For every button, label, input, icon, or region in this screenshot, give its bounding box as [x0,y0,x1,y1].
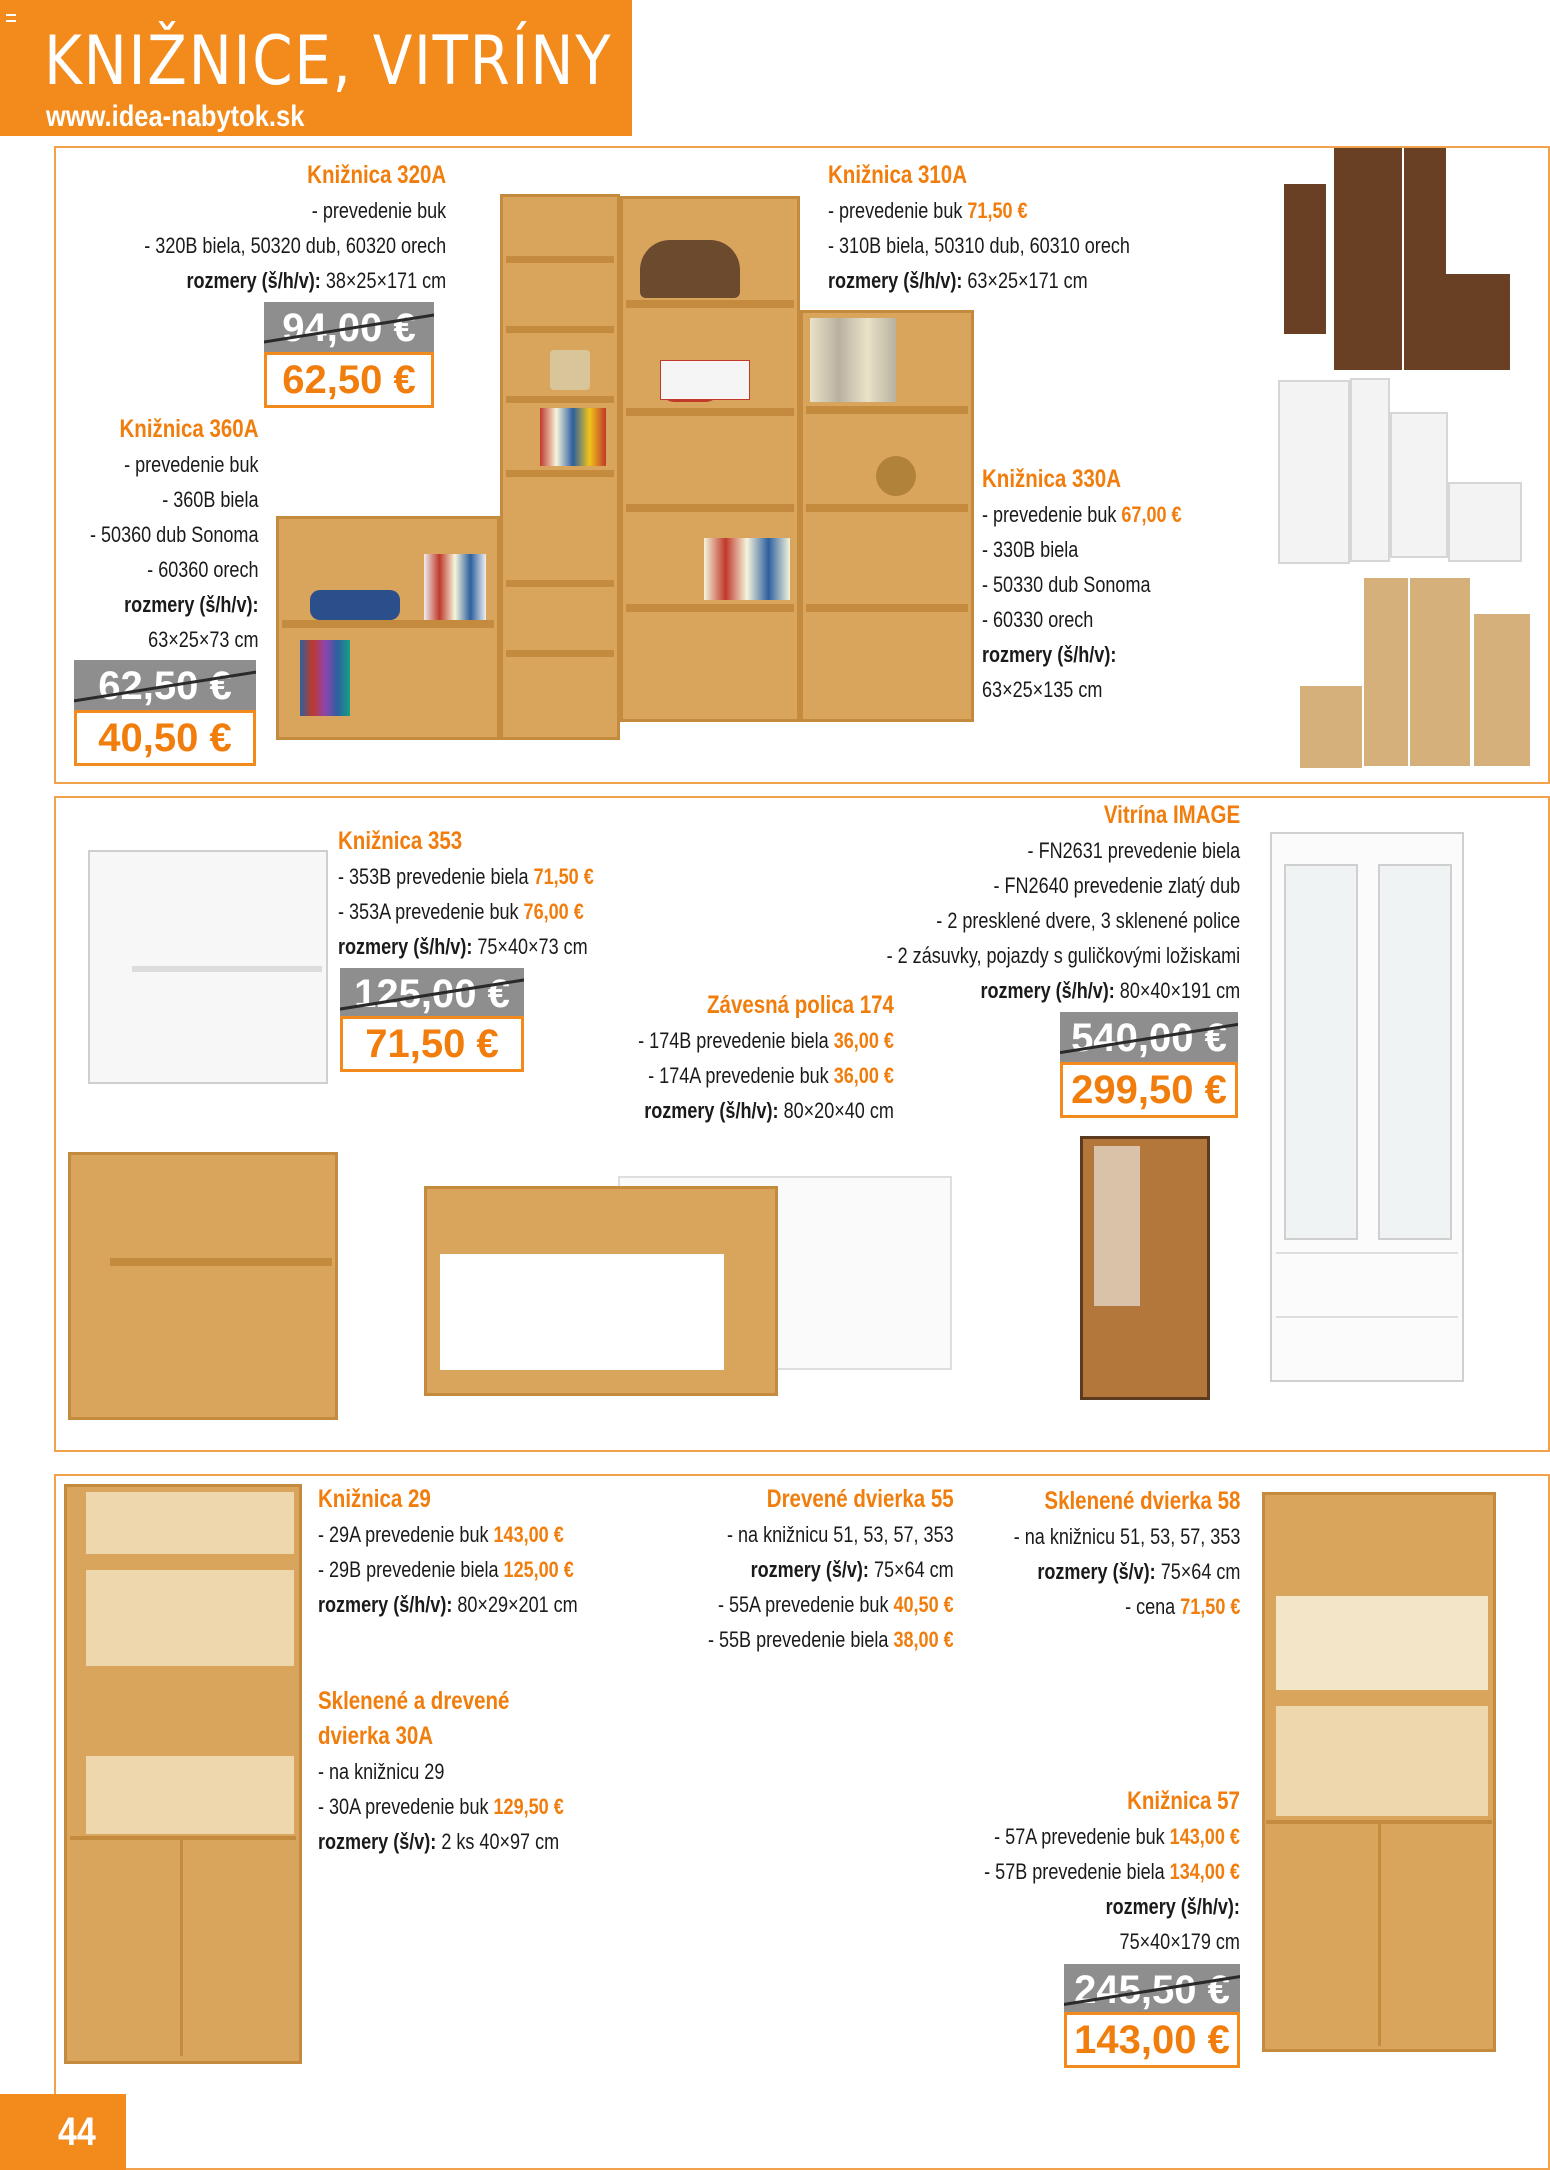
product-29-info [318,1482,578,1622]
dims-label: rozmery (š/v): [318,1829,437,1854]
old-price: 125,00 € [340,968,524,1018]
dims-value: 63×25×171 cm [962,268,1088,293]
price-inline: 71,50 € [533,864,594,889]
product-line: - na knižnicu 29 [318,1759,445,1784]
product-title: Sklenené a drevené [318,1687,510,1715]
product-title: Drevené dvierka 55 [767,1485,954,1513]
product-line: - 2 zásuvky, pojazdy s guličkovými ložiskami [886,943,1240,968]
price-inline: 71,50 € [967,198,1028,223]
dims-value: 75×40×179 cm [1119,1929,1240,1954]
dims-label: rozmery (š/v): [1036,1559,1156,1584]
product-line: - 360B biela [161,487,258,512]
price-inline: 71,50 € [1179,1594,1240,1619]
dims-label: rozmery (š/h/v): [982,642,1117,667]
product-line: - 55A prevedenie buk [718,1592,894,1617]
dims-value: 80×40×191 cm [1114,978,1240,1003]
new-price: 143,00 € [1064,2012,1240,2068]
new-price: 71,50 € [340,1016,524,1072]
old-price: 245,50 € [1064,1964,1240,2014]
product-title: Knižnica 320A [306,161,446,189]
product-title: Závesná polica 174 [707,991,894,1019]
dims-label: rozmery (š/v): [750,1557,870,1582]
product-353-info [338,824,594,964]
product-55-info [708,1482,954,1657]
dims-value: 80×29×201 cm [452,1592,578,1617]
product-line: - 29A prevedenie buk [318,1522,494,1547]
product-58-info [1013,1484,1240,1624]
dims-value: 63×25×73 cm [147,627,258,652]
dims-label: rozmery (š/h/v): [186,268,321,293]
product-line: - 320B biela, 50320 dub, 60320 orech [144,233,446,258]
product-line: - 60360 orech [146,557,258,582]
product-line: - 174B prevedenie biela [638,1028,834,1053]
product-line: - 353B prevedenie biela [338,864,534,889]
product-title: Knižnica 353 [338,827,463,855]
product-line: - prevedenie buk [311,198,446,223]
product-title: Knižnica 330A [982,465,1122,493]
product-174-info [638,988,894,1128]
product-line: - FN2631 prevedenie biela [1027,838,1240,863]
product-line: - prevedenie buk [123,452,258,477]
product-line: - 330B biela [982,537,1079,562]
dims-label: rozmery (š/h/v): [980,978,1115,1003]
dims-label: rozmery (š/h/v): [644,1098,779,1123]
product-title: Vitrína IMAGE [1103,801,1240,829]
product-line: - 55B prevedenie biela [708,1627,894,1652]
dims-label: rozmery (š/h/v): [123,592,258,617]
product-line: - FN2640 prevedenie zlatý dub [993,873,1240,898]
product-title: Knižnica 29 [318,1485,431,1513]
price-inline: 76,00 € [523,899,584,924]
page-number: 44 [58,2110,96,2154]
product-320a-info [144,158,446,298]
dims-label: rozmery (š/h/v): [1105,1894,1240,1919]
new-price: 299,50 € [1060,1062,1238,1118]
price-inline: 36,00 € [833,1028,894,1053]
old-price: 94,00 € [264,302,434,352]
product-title: Knižnica 57 [1127,1787,1240,1815]
product-line: - 353A prevedenie buk [338,899,524,924]
dims-value: 2 ks 40×97 cm [436,1829,560,1854]
price-inline: 143,00 € [493,1522,564,1547]
website-link[interactable]: www.idea-nabytok.sk [46,100,305,133]
product-image-info [886,798,1240,1008]
menu-icon [6,14,16,22]
dims-value: 63×25×135 cm [982,677,1103,702]
product-line: - 57A prevedenie buk [994,1824,1170,1849]
product-310a-info [828,158,1130,298]
price-inline: 143,00 € [1169,1824,1240,1849]
product-line: - na knižnicu 51, 53, 57, 353 [727,1522,954,1547]
product-title: Knižnica 310A [828,161,968,189]
new-price: 40,50 € [74,710,256,766]
old-price: 62,50 € [74,660,256,710]
product-330a-info [982,462,1182,707]
product-line: - prevedenie buk [828,198,968,223]
product-line: - 2 presklené dvere, 3 sklenené police [936,908,1240,933]
price-inline: 67,00 € [1121,502,1182,527]
product-line: - 174A prevedenie buk [648,1063,834,1088]
dims-value: 38×25×171 cm [320,268,446,293]
product-line: - 50360 dub Sonoma [89,522,258,547]
price-inline: 125,00 € [503,1557,574,1582]
product-30a-info [318,1684,564,1859]
product-line: - 60330 orech [982,607,1094,632]
dims-value: 75×64 cm [869,1557,954,1582]
dims-label: rozmery (š/h/v): [318,1592,453,1617]
price-inline: 38,00 € [893,1627,954,1652]
product-line: - 29B prevedenie biela [318,1557,504,1582]
price-inline: 40,50 € [893,1592,954,1617]
product-line: - 310B biela, 50310 dub, 60310 orech [828,233,1130,258]
product-line: - 30A prevedenie buk [318,1794,494,1819]
new-price: 62,50 € [264,352,434,408]
product-line: - 50330 dub Sonoma [982,572,1151,597]
product-57-info [984,1784,1240,1959]
product-360a-info [89,412,258,657]
page-title: KNIŽNICE, VITRÍNY [44,22,613,101]
product-title: dvierka 30A [318,1722,434,1750]
product-line: - cena [1124,1594,1180,1619]
product-title: Sklenené dvierka 58 [1043,1487,1240,1515]
dims-label: rozmery (š/h/v): [828,268,963,293]
price-inline: 36,00 € [833,1063,894,1088]
product-line: - 57B prevedenie biela [984,1859,1170,1884]
price-inline: 129,50 € [493,1794,564,1819]
old-price: 540,00 € [1060,1012,1238,1062]
product-line: - prevedenie buk [982,502,1122,527]
dims-label: rozmery (š/h/v): [338,934,473,959]
price-inline: 134,00 € [1169,1859,1240,1884]
dims-value: 80×20×40 cm [778,1098,894,1123]
dims-value: 75×40×73 cm [472,934,588,959]
product-title: Knižnica 360A [118,415,258,443]
dims-value: 75×64 cm [1155,1559,1240,1584]
product-line: - na knižnicu 51, 53, 57, 353 [1013,1524,1240,1549]
